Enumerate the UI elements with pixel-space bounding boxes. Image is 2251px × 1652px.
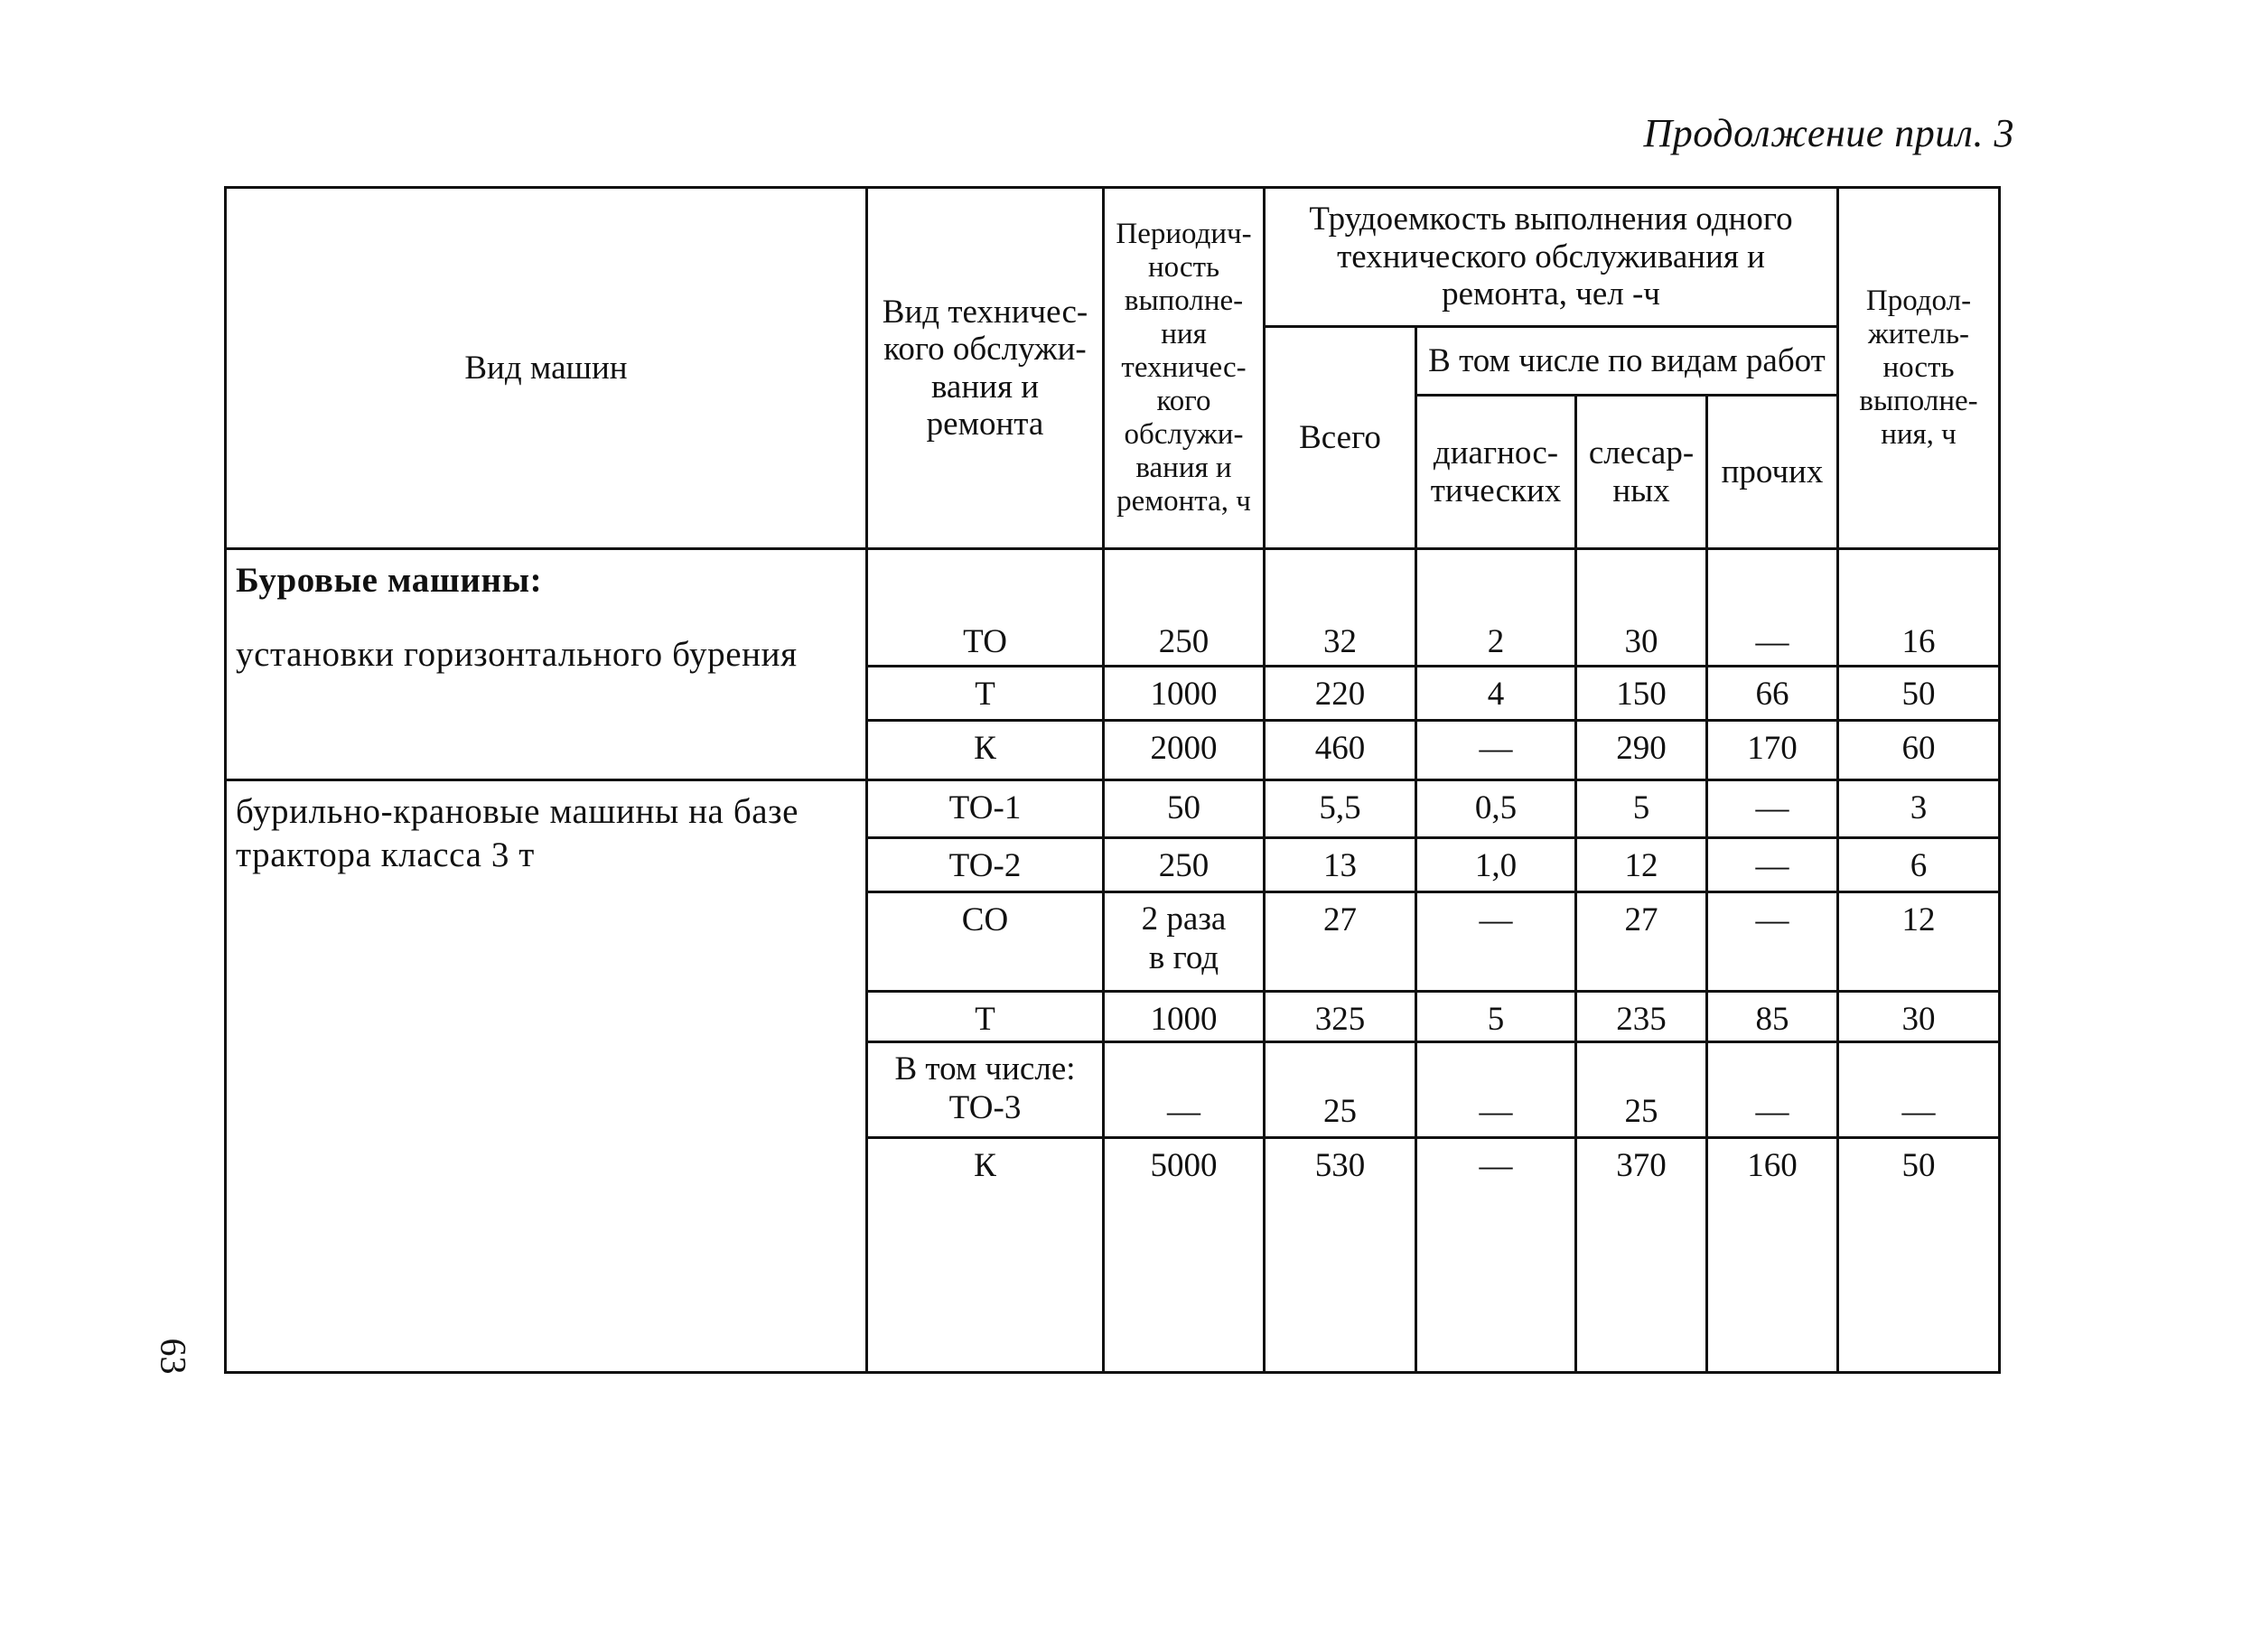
machine-name: установки горизонтального бурения [236,634,798,674]
cell-total: 13 [1265,838,1416,892]
cell-periodicity: 2000 [1104,721,1265,780]
cell-periodicity: 50 [1104,780,1265,838]
machine-name-cell [226,549,867,780]
table-caption: Продолжение прил. 3 [1643,111,2014,155]
cell-periodicity: 2 раза в год [1104,892,1265,992]
table-row [226,780,2000,838]
cell-periodicity: 1000 [1104,992,1265,1042]
maintenance-table [224,186,2001,1374]
cell-duration: 50 [1838,667,2000,721]
cell-diagnostic: — [1416,721,1576,780]
cell-diagnostic: — [1416,1138,1576,1373]
cell-diagnostic: 0,5 [1416,780,1576,838]
cell-periodicity: 5000 [1104,1138,1265,1373]
cell-diagnostic: 4 [1416,667,1576,721]
header-total: Всего [1265,327,1416,549]
cell-fitting: 30 [1576,549,1707,667]
cell-total: 325 [1265,992,1416,1042]
header-duration: Продол- житель- ность выполне- ния, ч [1838,188,2000,549]
cell-periodicity: 250 [1104,838,1265,892]
cell-other: — [1707,780,1838,838]
header-fitting: слесар- ных [1576,396,1707,549]
cell-duration: — [1838,1042,2000,1138]
cell-fitting: 150 [1576,667,1707,721]
cell-total: 5,5 [1265,780,1416,838]
cell-fitting: 5 [1576,780,1707,838]
cell-total: 460 [1265,721,1416,780]
cell-other: 85 [1707,992,1838,1042]
cell-fitting: 25 [1576,1042,1707,1138]
cell-other: — [1707,838,1838,892]
cell-other: — [1707,549,1838,667]
machine-name-cell: бурильно-крановые машины на базе трактора класса 3 т [226,780,867,1373]
table-row [226,549,2000,667]
cell-duration: 60 [1838,721,2000,780]
cell-type: ТО-1 [867,780,1104,838]
cell-duration: 6 [1838,838,2000,892]
cell-total: 25 [1265,1042,1416,1138]
cell-total: 32 [1265,549,1416,667]
cell-other: 160 [1707,1138,1838,1373]
header-service-type: Вид техничес- кого обслужи- вания и ремонта [867,188,1104,549]
cell-fitting: 290 [1576,721,1707,780]
cell-other: — [1707,892,1838,992]
cell-type: К [867,1138,1104,1373]
cell-fitting: 27 [1576,892,1707,992]
cell-duration: 3 [1838,780,2000,838]
cell-type: В том числе: ТО-3 [867,1042,1104,1138]
page-number: 63 [153,1338,194,1375]
cell-duration: 12 [1838,892,2000,992]
cell-other: — [1707,1042,1838,1138]
cell-fitting: 370 [1576,1138,1707,1373]
cell-other: 66 [1707,667,1838,721]
cell-diagnostic: — [1416,1042,1576,1138]
cell-total: 220 [1265,667,1416,721]
cell-total: 27 [1265,892,1416,992]
cell-diagnostic: — [1416,892,1576,992]
cell-periodicity: 250 [1104,549,1265,667]
cell-diagnostic: 5 [1416,992,1576,1042]
cell-type: ТО-2 [867,838,1104,892]
header-by-work-type: В том числе по видам работ [1416,327,1838,396]
header-machine-type: Вид машин [226,188,867,549]
cell-other: 170 [1707,721,1838,780]
cell-type: Т [867,667,1104,721]
cell-type: К [867,721,1104,780]
cell-diagnostic: 2 [1416,549,1576,667]
cell-type: Т [867,992,1104,1042]
cell-periodicity: 1000 [1104,667,1265,721]
cell-duration: 30 [1838,992,2000,1042]
cell-duration: 50 [1838,1138,2000,1373]
cell-periodicity: — [1104,1042,1265,1138]
cell-type: ТО [867,549,1104,667]
header-other: прочих [1707,396,1838,549]
cell-diagnostic: 1,0 [1416,838,1576,892]
header-labor-intensity: Трудоемкость выполнения одного технического обслуживания и ремонта, чел -ч [1265,188,1838,327]
cell-total: 530 [1265,1138,1416,1373]
cell-fitting: 235 [1576,992,1707,1042]
header-periodicity: Периодич- ность выполне- ния техничес- кого обслужи- вания и ремонта, ч [1104,188,1265,549]
cell-duration: 16 [1838,549,2000,667]
header-diagnostic: диагнос- тических [1416,396,1576,549]
group-title: Буровые машины: [236,561,543,600]
cell-fitting: 12 [1576,838,1707,892]
cell-type: СО [867,892,1104,992]
